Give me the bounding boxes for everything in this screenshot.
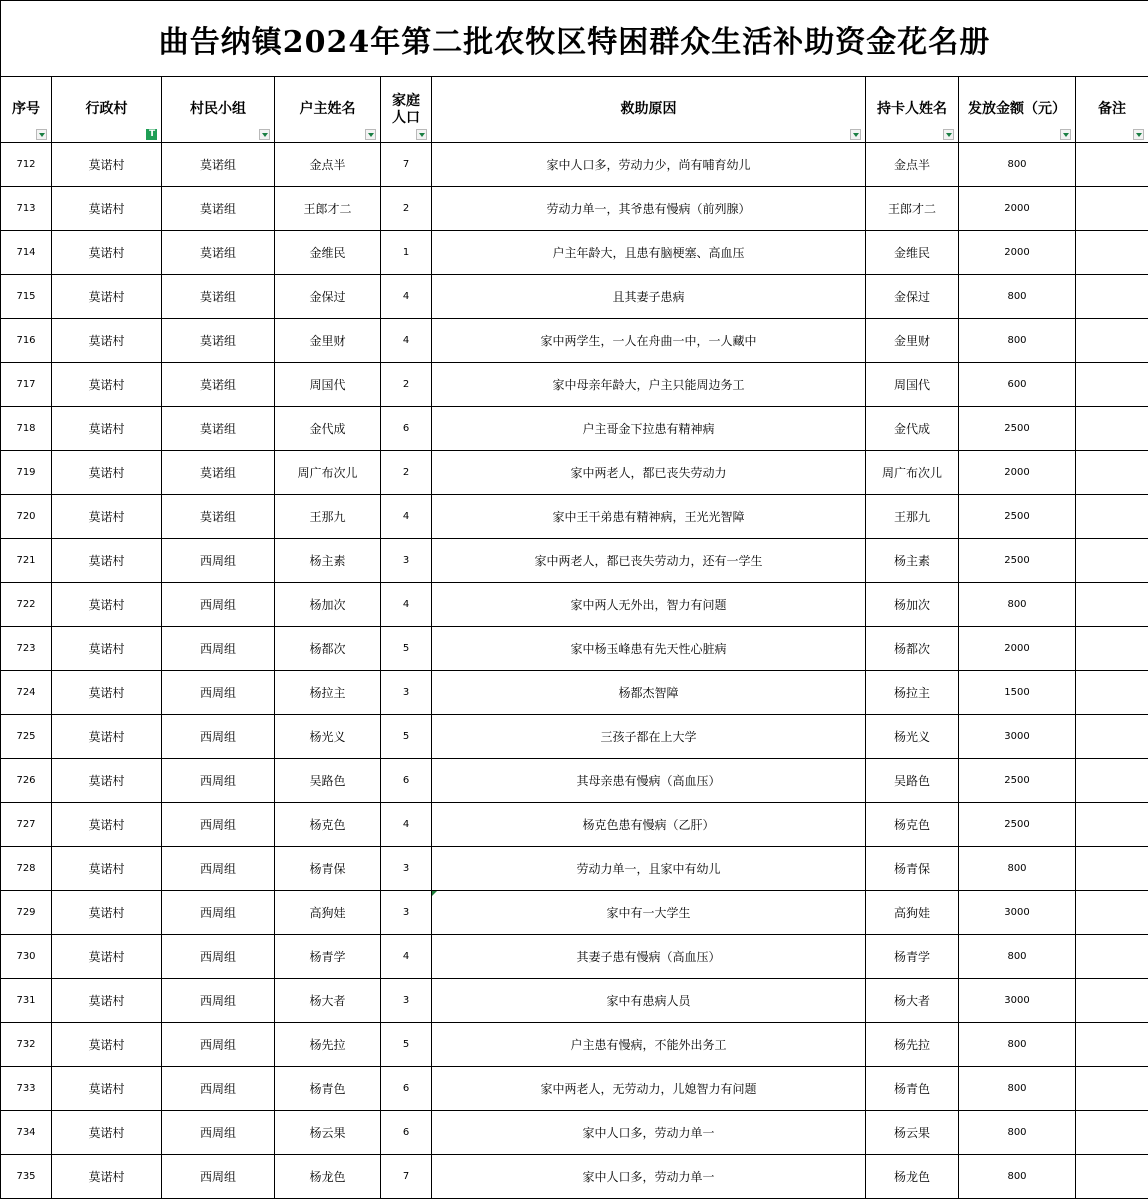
cell-amount[interactable]: 2000 — [959, 451, 1076, 495]
cell-amount[interactable]: 800 — [959, 583, 1076, 627]
cell-group[interactable]: 莫诺组 — [162, 407, 275, 451]
cell-head-name[interactable]: 金代成 — [275, 407, 381, 451]
cell-amount[interactable]: 2500 — [959, 539, 1076, 583]
table-row — [1, 363, 1148, 407]
cell-population[interactable]: 7 — [381, 143, 432, 187]
cell-population[interactable]: 3 — [381, 847, 432, 891]
header-seq — [1, 77, 52, 143]
cell-card-holder[interactable]: 杨先拉 — [866, 1023, 959, 1067]
cell-remark[interactable] — [1076, 363, 1148, 407]
cell-group[interactable]: 西周组 — [162, 715, 275, 759]
cell-remark[interactable] — [1076, 891, 1148, 935]
cell-card-holder[interactable]: 金代成 — [866, 407, 959, 451]
cell-reason[interactable]: 户主哥金下拉患有精神病 — [432, 407, 866, 451]
cell-remark[interactable] — [1076, 187, 1148, 231]
cell-head-name[interactable]: 周广布次儿 — [275, 451, 381, 495]
cell-remark[interactable] — [1076, 451, 1148, 495]
cell-reason[interactable]: 杨都杰智障 — [432, 671, 866, 715]
cell-amount[interactable]: 800 — [959, 1067, 1076, 1111]
cell-population[interactable]: 6 — [381, 1067, 432, 1111]
cell-group[interactable]: 莫诺组 — [162, 231, 275, 275]
table-row — [1, 143, 1148, 187]
table-row — [1, 451, 1148, 495]
cell-reason[interactable]: 家中两老人，无劳动力，儿媳智力有问题 — [432, 1067, 866, 1111]
cell-seq[interactable]: 720 — [1, 495, 52, 539]
cell-head-name[interactable]: 杨拉主 — [275, 671, 381, 715]
cell-seq[interactable]: 731 — [1, 979, 52, 1023]
cell-group[interactable]: 莫诺组 — [162, 275, 275, 319]
header-seq-label: 序号 — [12, 101, 40, 117]
cell-village[interactable]: 莫诺村 — [52, 979, 162, 1023]
cell-amount[interactable]: 800 — [959, 143, 1076, 187]
cell-village[interactable]: 莫诺村 — [52, 319, 162, 363]
cell-remark[interactable] — [1076, 539, 1148, 583]
cell-group[interactable]: 西周组 — [162, 627, 275, 671]
cell-village[interactable]: 莫诺村 — [52, 407, 162, 451]
cell-village[interactable]: 莫诺村 — [52, 627, 162, 671]
cell-card-holder[interactable]: 杨克色 — [866, 803, 959, 847]
cell-population[interactable]: 5 — [381, 1023, 432, 1067]
cell-card-holder[interactable]: 吴路色 — [866, 759, 959, 803]
cell-village[interactable]: 莫诺村 — [52, 671, 162, 715]
cell-remark[interactable] — [1076, 671, 1148, 715]
table-row — [1, 319, 1148, 363]
cell-reason[interactable]: 家中杨玉峰患有先天性心脏病 — [432, 627, 866, 671]
cell-seq[interactable]: 712 — [1, 143, 52, 187]
filter-dropdown-icon[interactable] — [365, 129, 376, 140]
filter-dropdown-icon[interactable] — [1133, 129, 1144, 140]
cell-group[interactable]: 莫诺组 — [162, 143, 275, 187]
cell-population[interactable]: 5 — [381, 715, 432, 759]
cell-remark[interactable] — [1076, 759, 1148, 803]
cell-card-holder[interactable]: 金点半 — [866, 143, 959, 187]
cell-card-holder[interactable]: 杨大者 — [866, 979, 959, 1023]
cell-group[interactable]: 西周组 — [162, 1067, 275, 1111]
cell-head-name[interactable]: 杨青学 — [275, 935, 381, 979]
table-row — [1, 495, 1148, 539]
header-head — [275, 77, 381, 143]
cell-population[interactable]: 3 — [381, 891, 432, 935]
header-card-label: 持卡人姓名 — [877, 101, 947, 117]
filter-applied-icon[interactable] — [146, 129, 157, 140]
cell-amount[interactable]: 2000 — [959, 231, 1076, 275]
cell-village[interactable]: 莫诺村 — [52, 759, 162, 803]
cell-card-holder[interactable]: 杨青学 — [866, 935, 959, 979]
cell-amount[interactable]: 3000 — [959, 715, 1076, 759]
cell-group[interactable]: 西周组 — [162, 1111, 275, 1155]
cell-reason[interactable]: 家中王干弟患有精神病，王光光智障 — [432, 495, 866, 539]
cell-head-name[interactable]: 杨都次 — [275, 627, 381, 671]
filter-dropdown-icon[interactable] — [36, 129, 47, 140]
filter-dropdown-icon[interactable] — [259, 129, 270, 140]
cell-remark[interactable] — [1076, 231, 1148, 275]
cell-population[interactable]: 4 — [381, 319, 432, 363]
cell-card-holder[interactable]: 杨主素 — [866, 539, 959, 583]
cell-population[interactable]: 3 — [381, 539, 432, 583]
table-row — [1, 1023, 1148, 1067]
cell-population[interactable]: 6 — [381, 1111, 432, 1155]
filter-dropdown-icon[interactable] — [416, 129, 427, 140]
cell-population[interactable]: 2 — [381, 451, 432, 495]
cell-group[interactable]: 西周组 — [162, 1023, 275, 1067]
table-row — [1, 891, 1148, 935]
cell-head-name[interactable]: 王那九 — [275, 495, 381, 539]
cell-remark[interactable] — [1076, 627, 1148, 671]
cell-village[interactable]: 莫诺村 — [52, 583, 162, 627]
cell-card-holder[interactable]: 杨加次 — [866, 583, 959, 627]
table-row — [1, 803, 1148, 847]
cell-reason[interactable]: 户主年龄大，且患有脑梗塞、高血压 — [432, 231, 866, 275]
header-card — [866, 77, 959, 143]
cell-amount[interactable]: 2000 — [959, 187, 1076, 231]
cell-amount[interactable]: 2500 — [959, 803, 1076, 847]
cell-seq[interactable]: 735 — [1, 1155, 52, 1199]
cell-village[interactable]: 莫诺村 — [52, 231, 162, 275]
table-row — [1, 979, 1148, 1023]
header-head-label: 户主姓名 — [299, 101, 356, 117]
header-remark — [1076, 77, 1148, 143]
cell-village[interactable]: 莫诺村 — [52, 803, 162, 847]
cell-card-holder[interactable]: 杨龙色 — [866, 1155, 959, 1199]
sheet-title: 曲告纳镇2024年第二批农牧区特困群众生活补助资金花名册 — [1, 1, 1148, 77]
cell-remark[interactable] — [1076, 1111, 1148, 1155]
cell-card-holder[interactable]: 高狗娃 — [866, 891, 959, 935]
cell-seq[interactable]: 732 — [1, 1023, 52, 1067]
cell-amount[interactable]: 3000 — [959, 891, 1076, 935]
cell-card-holder[interactable]: 王郎才二 — [866, 187, 959, 231]
cell-remark[interactable] — [1076, 407, 1148, 451]
cell-group[interactable]: 西周组 — [162, 847, 275, 891]
header-remark-label: 备注 — [1098, 101, 1126, 117]
cell-reason[interactable]: 家中母亲年龄大，户主只能周边务工 — [432, 363, 866, 407]
cell-amount[interactable]: 2500 — [959, 407, 1076, 451]
cell-reason[interactable]: 其妻子患有慢病（高血压） — [432, 935, 866, 979]
cell-seq[interactable]: 730 — [1, 935, 52, 979]
table-row — [1, 847, 1148, 891]
cell-seq[interactable]: 726 — [1, 759, 52, 803]
cell-village[interactable]: 莫诺村 — [52, 1067, 162, 1111]
cell-seq[interactable]: 728 — [1, 847, 52, 891]
cell-seq[interactable]: 734 — [1, 1111, 52, 1155]
cell-amount[interactable]: 800 — [959, 1155, 1076, 1199]
cell-village[interactable]: 莫诺村 — [52, 539, 162, 583]
cell-seq[interactable]: 723 — [1, 627, 52, 671]
cell-group[interactable]: 西周组 — [162, 1155, 275, 1199]
cell-village[interactable]: 莫诺村 — [52, 451, 162, 495]
cell-group[interactable]: 莫诺组 — [162, 319, 275, 363]
cell-card-holder[interactable]: 周广布次儿 — [866, 451, 959, 495]
cell-head-name[interactable]: 王郎才二 — [275, 187, 381, 231]
cell-card-holder[interactable]: 杨都次 — [866, 627, 959, 671]
header-group-label: 村民小组 — [190, 101, 246, 117]
table-row — [1, 715, 1148, 759]
cell-seq[interactable]: 717 — [1, 363, 52, 407]
cell-head-name[interactable]: 吴路色 — [275, 759, 381, 803]
cell-group[interactable]: 西周组 — [162, 891, 275, 935]
cell-reason[interactable]: 家中两老人，都已丧失劳动力，还有一学生 — [432, 539, 866, 583]
cell-village[interactable]: 莫诺村 — [52, 275, 162, 319]
header-village-label: 行政村 — [85, 101, 128, 117]
cell-group[interactable]: 莫诺组 — [162, 363, 275, 407]
cell-village[interactable]: 莫诺村 — [52, 143, 162, 187]
header-reason-label: 救助原因 — [620, 101, 677, 117]
cell-group[interactable]: 西周组 — [162, 671, 275, 715]
cell-remark[interactable] — [1076, 583, 1148, 627]
cell-group[interactable]: 莫诺组 — [162, 451, 275, 495]
cell-amount[interactable]: 2500 — [959, 759, 1076, 803]
cell-population[interactable]: 2 — [381, 363, 432, 407]
cell-amount[interactable]: 800 — [959, 847, 1076, 891]
cell-head-name[interactable]: 杨云果 — [275, 1111, 381, 1155]
cell-reason[interactable]: 家中两人无外出，智力有问题 — [432, 583, 866, 627]
filter-dropdown-icon[interactable] — [1060, 129, 1071, 140]
cell-reason[interactable]: 劳动力单一，其爷患有慢病（前列腺） — [432, 187, 866, 231]
cell-card-holder[interactable]: 杨云果 — [866, 1111, 959, 1155]
cell-village[interactable]: 莫诺村 — [52, 891, 162, 935]
filter-dropdown-icon[interactable] — [943, 129, 954, 140]
cell-amount[interactable]: 3000 — [959, 979, 1076, 1023]
cell-group[interactable]: 西周组 — [162, 935, 275, 979]
cell-seq[interactable]: 727 — [1, 803, 52, 847]
cell-amount[interactable]: 800 — [959, 275, 1076, 319]
table-row — [1, 539, 1148, 583]
cell-reason[interactable]: 三孩子都在上大学 — [432, 715, 866, 759]
header-row — [1, 77, 1148, 143]
cell-group[interactable]: 西周组 — [162, 979, 275, 1023]
cell-group[interactable]: 莫诺组 — [162, 187, 275, 231]
cell-population[interactable]: 4 — [381, 495, 432, 539]
cell-population[interactable]: 1 — [381, 231, 432, 275]
cell-card-holder[interactable]: 杨青保 — [866, 847, 959, 891]
cell-village[interactable]: 莫诺村 — [52, 847, 162, 891]
cell-seq[interactable]: 722 — [1, 583, 52, 627]
table-row — [1, 627, 1148, 671]
cell-seq[interactable]: 713 — [1, 187, 52, 231]
cell-head-name[interactable]: 金保过 — [275, 275, 381, 319]
header-village — [52, 77, 162, 143]
cell-card-holder[interactable]: 王那九 — [866, 495, 959, 539]
cell-reason[interactable]: 且其妻子患病 — [432, 275, 866, 319]
cell-population[interactable]: 7 — [381, 1155, 432, 1199]
cell-remark[interactable] — [1076, 495, 1148, 539]
cell-population[interactable]: 3 — [381, 979, 432, 1023]
cell-group[interactable]: 西周组 — [162, 539, 275, 583]
cell-head-name[interactable]: 周国代 — [275, 363, 381, 407]
cell-head-name[interactable]: 金点半 — [275, 143, 381, 187]
cell-amount[interactable]: 800 — [959, 1111, 1076, 1155]
table-row — [1, 671, 1148, 715]
cell-village[interactable]: 莫诺村 — [52, 715, 162, 759]
cell-head-name[interactable]: 金维民 — [275, 231, 381, 275]
cell-remark[interactable] — [1076, 1155, 1148, 1199]
cell-seq[interactable]: 719 — [1, 451, 52, 495]
cell-card-holder[interactable]: 金维民 — [866, 231, 959, 275]
cell-amount[interactable]: 800 — [959, 935, 1076, 979]
cell-card-holder[interactable]: 金里财 — [866, 319, 959, 363]
header-population — [381, 77, 432, 143]
cell-remark[interactable] — [1076, 847, 1148, 891]
cell-amount[interactable]: 2500 — [959, 495, 1076, 539]
table-row — [1, 759, 1148, 803]
cell-reason[interactable]: 家中有一大学生 — [432, 891, 866, 935]
cell-head-name[interactable]: 杨先拉 — [275, 1023, 381, 1067]
cell-seq[interactable]: 725 — [1, 715, 52, 759]
cell-reason[interactable]: 家中人口多，劳动力少，尚有哺育幼儿 — [432, 143, 866, 187]
cell-seq[interactable]: 724 — [1, 671, 52, 715]
cell-population[interactable]: 6 — [381, 759, 432, 803]
cell-card-holder[interactable]: 杨光义 — [866, 715, 959, 759]
table-row — [1, 1155, 1148, 1199]
cell-amount[interactable]: 1500 — [959, 671, 1076, 715]
cell-group[interactable]: 西周组 — [162, 759, 275, 803]
table-row — [1, 1067, 1148, 1111]
cell-head-name[interactable]: 杨青色 — [275, 1067, 381, 1111]
cell-seq[interactable]: 721 — [1, 539, 52, 583]
cell-reason[interactable]: 劳动力单一，且家中有幼儿 — [432, 847, 866, 891]
cell-card-holder[interactable]: 杨拉主 — [866, 671, 959, 715]
filter-dropdown-icon[interactable] — [850, 129, 861, 140]
header-pop-line1: 家庭 — [392, 92, 420, 109]
table-row — [1, 935, 1148, 979]
cell-population[interactable]: 4 — [381, 583, 432, 627]
cell-village[interactable]: 莫诺村 — [52, 363, 162, 407]
header-amount-label: 发放金额（元） — [968, 101, 1066, 117]
cell-remark[interactable] — [1076, 979, 1148, 1023]
table-row — [1, 407, 1148, 451]
cell-remark[interactable] — [1076, 803, 1148, 847]
cell-village[interactable]: 莫诺村 — [52, 1111, 162, 1155]
cell-village[interactable]: 莫诺村 — [52, 187, 162, 231]
cell-remark[interactable] — [1076, 935, 1148, 979]
cell-seq[interactable]: 715 — [1, 275, 52, 319]
cell-seq[interactable]: 718 — [1, 407, 52, 451]
cell-seq[interactable]: 714 — [1, 231, 52, 275]
cell-remark[interactable] — [1076, 275, 1148, 319]
cell-head-name[interactable]: 金里财 — [275, 319, 381, 363]
cell-remark[interactable] — [1076, 715, 1148, 759]
cell-amount[interactable]: 2000 — [959, 627, 1076, 671]
cell-population[interactable]: 5 — [381, 627, 432, 671]
cell-amount[interactable]: 800 — [959, 1023, 1076, 1067]
cell-reason[interactable]: 家中有患病人员 — [432, 979, 866, 1023]
cell-seq[interactable]: 716 — [1, 319, 52, 363]
header-pop-line2: 人口 — [392, 109, 420, 126]
cell-reason[interactable]: 家中两老人，都已丧失劳动力 — [432, 451, 866, 495]
table-row — [1, 583, 1148, 627]
cell-village[interactable]: 莫诺村 — [52, 935, 162, 979]
cell-population[interactable]: 4 — [381, 803, 432, 847]
cell-head-name[interactable]: 杨加次 — [275, 583, 381, 627]
cell-head-name[interactable]: 杨青保 — [275, 847, 381, 891]
cell-remark[interactable] — [1076, 319, 1148, 363]
cell-population[interactable]: 3 — [381, 671, 432, 715]
cell-amount[interactable]: 800 — [959, 319, 1076, 363]
table-row — [1, 1111, 1148, 1155]
cell-card-holder[interactable]: 杨青色 — [866, 1067, 959, 1111]
cell-reason[interactable]: 杨克色患有慢病（乙肝） — [432, 803, 866, 847]
table-body — [1, 143, 1148, 1199]
header-group — [162, 77, 275, 143]
cell-head-name[interactable]: 杨龙色 — [275, 1155, 381, 1199]
cell-card-holder[interactable]: 金保过 — [866, 275, 959, 319]
cell-remark[interactable] — [1076, 1023, 1148, 1067]
cell-group[interactable]: 西周组 — [162, 583, 275, 627]
table-row — [1, 275, 1148, 319]
cell-head-name[interactable]: 杨光义 — [275, 715, 381, 759]
cell-reason[interactable]: 其母亲患有慢病（高血压） — [432, 759, 866, 803]
cell-remark[interactable] — [1076, 1067, 1148, 1111]
cell-seq[interactable]: 729 — [1, 891, 52, 935]
cell-population[interactable]: 6 — [381, 407, 432, 451]
cell-population[interactable]: 2 — [381, 187, 432, 231]
cell-village[interactable]: 莫诺村 — [52, 1155, 162, 1199]
cell-head-name[interactable]: 杨大者 — [275, 979, 381, 1023]
cell-seq[interactable]: 733 — [1, 1067, 52, 1111]
table-row — [1, 187, 1148, 231]
cell-reason[interactable]: 户主患有慢病，不能外出务工 — [432, 1023, 866, 1067]
cell-head-name[interactable]: 高狗娃 — [275, 891, 381, 935]
cell-population[interactable]: 4 — [381, 935, 432, 979]
cell-remark[interactable] — [1076, 143, 1148, 187]
cell-reason[interactable]: 家中人口多，劳动力单一 — [432, 1155, 866, 1199]
cell-card-holder[interactable]: 周国代 — [866, 363, 959, 407]
cell-reason[interactable]: 家中人口多，劳动力单一 — [432, 1111, 866, 1155]
cell-head-name[interactable]: 杨主素 — [275, 539, 381, 583]
cell-group[interactable]: 莫诺组 — [162, 495, 275, 539]
cell-village[interactable]: 莫诺村 — [52, 495, 162, 539]
cell-head-name[interactable]: 杨克色 — [275, 803, 381, 847]
cell-amount[interactable]: 600 — [959, 363, 1076, 407]
table-row — [1, 231, 1148, 275]
header-amount — [959, 77, 1076, 143]
cell-group[interactable]: 西周组 — [162, 803, 275, 847]
header-reason — [432, 77, 866, 143]
cell-village[interactable]: 莫诺村 — [52, 1023, 162, 1067]
cell-population[interactable]: 4 — [381, 275, 432, 319]
cell-reason[interactable]: 家中两学生，一人在舟曲一中，一人藏中 — [432, 319, 866, 363]
